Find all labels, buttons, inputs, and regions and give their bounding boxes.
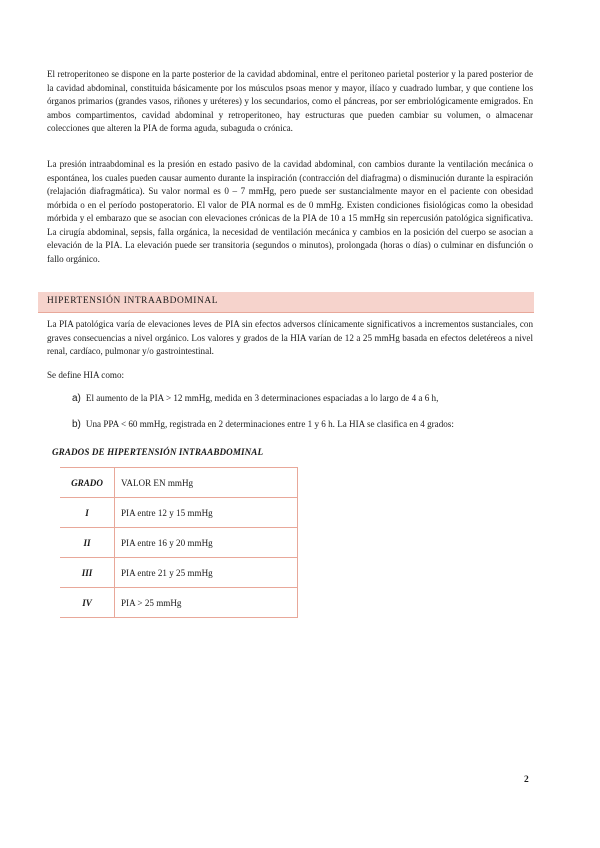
table-title: GRADOS DE HIPERTENSIÓN INTRAABDOMINAL: [52, 447, 264, 457]
table-row: [60, 558, 298, 588]
paragraph-presion-intraabdominal: La presión intraabdominal es la presión en estado pasivo de la cavidad abdominal, con cambios durante la ventilación mecánica o espontánea, los cuales pueden causar aumento durante la inspiración (contracción del diafragma) o disminución durante la espiración (relajación diafragmática). Su valor normal es 0 – 7 mmHg, pero puede ser sustancialmente mayor en el paciente con obesidad mórbida o en el período postoperatorio. El valor de PIA normal es de 0 mmHg. Existen condiciones fisiológicas como la obesidad mórbida y el embarazo que se asocian con elevaciones crónicas de la PIA de 10 a 15 mmHg sin repercusión patológica significativa. La cirugía abdominal, sepsis, falla orgánica, la necesidad de ventilación mecánica y cambios en la posición del cuerpo se asocian a elevación de la PIA. La elevación puede ser transitoria (segundos o minutos), prolongada (horas o días) o culminar en disfunción o fallo orgánico.: [47, 159, 533, 264]
value-cell: PIA entre 16 y 20 mmHg: [115, 528, 298, 558]
grade-cell: III: [60, 558, 115, 588]
list-item-text: Una PPA < 60 mmHg, registrada en 2 determinaciones entre 1 y 6 h. La HIA se clasifica en 4 grados:: [85, 419, 454, 429]
list-item-text: El aumento de la PIA > 12 mmHg, medida en 3 determinaciones espaciadas a lo largo de 4 a 6 h,: [85, 393, 439, 403]
paragraph-retroperitoneo: El retroperitoneo se dispone en la parte posterior de la cavidad abdominal, entre el peritoneo parietal posterior y la pared posterior de la cavidad abdominal, constituida básicamente por los músculos psoas menor y mayor, ilíaco y cuadrado lumbar, y que contiene los órganos primarios (grandes vasos, riñones y uréteres) y los secundarios, como el páncreas, por ser embriológicamente emigrados. En ambos compartimentos, cavidad abdominal y retroperitoneo, hay estructuras que pueden cambiar su volumen, o almacenar colecciones que alteren la PIA de forma aguda, subaguda o crónica.: [47, 69, 533, 133]
section-heading: HIPERTENSIÓN INTRAABDOMINAL: [47, 296, 219, 306]
grades-table: [60, 467, 298, 618]
header-valor: VALOR EN mmHg: [115, 468, 298, 498]
definition-intro: Se define HIA como:: [47, 370, 125, 380]
list-item: [72, 392, 438, 405]
table-row: [60, 498, 298, 528]
table-header-row: [60, 468, 298, 498]
list-item: [72, 418, 454, 431]
section-heading-bar: [38, 292, 534, 313]
paragraph-pia-patologica: La PIA patológica varía de elevaciones leves de PIA sin efectos adversos clínicamente significativos a incrementos sustanciales, con graves consecuencias a nivel orgánico. Los valores y grados de la HIA varían de 12 a 25 mmHg basada en efectos deletéreos a nivel renal, cardíaco, pulmonar y/o gastrointestinal.: [47, 319, 533, 356]
table-row: [60, 528, 298, 558]
table-row: [60, 588, 298, 618]
grade-cell: IV: [60, 588, 115, 618]
value-cell: PIA > 25 mmHg: [115, 588, 298, 618]
grade-cell: II: [60, 528, 115, 558]
value-cell: PIA entre 12 y 15 mmHg: [115, 498, 298, 528]
grade-cell: I: [60, 498, 115, 528]
header-grado: GRADO: [60, 468, 115, 498]
list-marker: a): [72, 393, 81, 404]
page-number: 2: [524, 775, 529, 785]
value-cell: PIA entre 21 y 25 mmHg: [115, 558, 298, 588]
list-marker: b): [72, 419, 81, 430]
